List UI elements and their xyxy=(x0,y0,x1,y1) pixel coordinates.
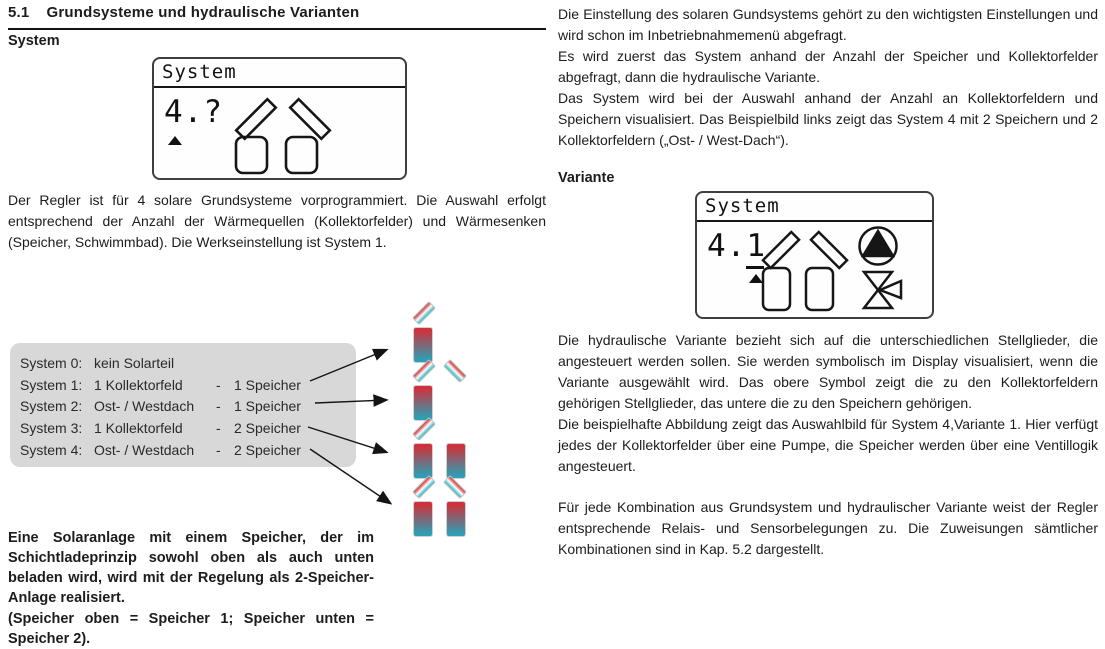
sink-cell: 1 Speicher xyxy=(234,376,301,393)
dash-cell: - xyxy=(216,442,221,459)
collectors-row xyxy=(412,417,492,441)
collectors-row xyxy=(412,359,492,383)
system-label: System 1: xyxy=(20,376,83,393)
source-cell: 1 Kollektorfeld xyxy=(94,376,183,393)
paragraph-kombination: Für jede Kombination aus Grundsystem und hydraulischer Variante weist der Regler entsprechende Relais- und Sensorbelegungen zu. Die Zuweisungen sämtlicher Kombinationen sind in Kap. 5.2 dargestellt. xyxy=(558,499,1098,557)
storage-tank-icon xyxy=(413,327,433,363)
collector-icon xyxy=(443,359,467,383)
source-cell: 1 Kollektorfeld xyxy=(94,420,183,437)
lcd-body xyxy=(697,222,932,317)
dash-cell: - xyxy=(216,398,221,415)
lcd-display-variante-selection xyxy=(695,191,934,319)
paragraph-zuerst-system: Es wird zuerst das System anhand der Anzahl der Speicher und Kollektorfelder abgefragt, dann die hydraulische Variante. xyxy=(558,48,1098,85)
collector-icon xyxy=(236,99,276,139)
paragraph-regler: Der Regler ist für 4 solare Grundsysteme vorprogrammiert. Die Auswahl erfolgt entsprechend der Anzahl der Wärmequellen (Kollektorfelder) und Wärmesenken (Speicher, Schwimmbad). Die Werkseinstellung ist System 1. xyxy=(8,192,546,250)
tanks-row xyxy=(413,327,492,363)
collector-icon xyxy=(290,99,330,139)
dash-cell: - xyxy=(216,376,221,393)
storage-tank-icon xyxy=(236,137,267,173)
lcd-title: System xyxy=(697,193,932,222)
sink-cell: 2 Speicher xyxy=(234,420,301,437)
arrow-system2 xyxy=(315,400,386,403)
variante-pictogram xyxy=(745,224,931,314)
pump-icon xyxy=(860,228,897,265)
tanks-row xyxy=(413,443,492,479)
sink-cell: 1 Speicher xyxy=(234,398,301,415)
system-overview-diagram xyxy=(8,290,553,549)
lcd-title: System xyxy=(154,59,405,88)
tanks-row xyxy=(413,385,492,421)
system-label: System 4: xyxy=(20,442,83,459)
source-cell: Ost- / Westdach xyxy=(94,442,195,459)
sink-cell: 2 Speicher xyxy=(234,442,301,459)
collector-panel xyxy=(443,359,467,383)
system-label: System 2: xyxy=(20,398,83,415)
note-bold-text-1: Eine Solaranlage mit einem Speicher, der im Schichtladeprinzip sowohl oben als auch unten beladen wird, wird mit der Regelung als 2-Speicher-Anlage realisiert. xyxy=(8,530,374,606)
icon-group-system3 xyxy=(412,417,492,479)
storage-tank-icon xyxy=(806,268,833,310)
storage-tank-icon xyxy=(446,443,466,479)
storage-tank-icon xyxy=(413,443,433,479)
arrow-system3 xyxy=(308,427,386,452)
note-bold-text-2: (Speicher oben = Speicher 1; Speicher unten = Speicher 2). xyxy=(8,611,374,647)
storage-tank-icon xyxy=(446,501,466,537)
lcd-system-value: 4.1 xyxy=(707,228,766,264)
collector-panel xyxy=(412,301,436,325)
valve-icon xyxy=(864,272,901,308)
system-label: System 3: xyxy=(20,420,83,437)
collector-icon xyxy=(763,232,799,268)
storage-tank-icon xyxy=(413,501,433,537)
collector-icon xyxy=(811,232,847,268)
section-title: Grundsysteme und hydraulische Varianten xyxy=(46,4,360,21)
collector-icon xyxy=(443,475,467,499)
note-bold xyxy=(8,528,374,649)
paragraph-beispielhafte-abbildung: Die beispielhafte Abbildung zeigt das Auswahlbild für System 4,Variante 1. Hier verfügt jedes der Kollektorfelder über eine Pumpe, die Speicher werden über eine Ventillogik angesteuert. xyxy=(558,416,1098,474)
paragraph-hydraulische-variante: Die hydraulische Variante bezieht sich auf die unterschiedlichen Stellglieder, die angesteuert werden sollen. Sie werden symbolisch im Display visualisiert, wenn die Variante ausgewählt wird. Das obere Symbol zeigt die zu den Kollektorfeldern gehörigen Stellglieder, das untere die zu den Speichern gehörigen. xyxy=(558,332,1098,411)
arrow-system1 xyxy=(310,350,386,381)
source-cell: Ost- / Westdach xyxy=(94,398,195,415)
collector-icon xyxy=(412,301,436,325)
collector-panel xyxy=(412,359,436,383)
variante-label: Variante xyxy=(558,170,615,186)
collector-icon xyxy=(412,417,436,441)
icon-group-system1 xyxy=(412,301,492,363)
lcd-system-value: 4.? xyxy=(164,94,223,130)
storage-tank-icon xyxy=(286,137,317,173)
system-label: System xyxy=(8,33,60,49)
cursor-triangle-icon xyxy=(168,136,182,145)
collector-panel xyxy=(412,417,436,441)
lcd-display-system-selection xyxy=(152,57,407,180)
collector-icon xyxy=(412,475,436,499)
lcd-body xyxy=(154,88,405,178)
tanks-row xyxy=(413,501,492,537)
collector-panel xyxy=(412,475,436,499)
collectors-row xyxy=(412,301,492,325)
collector-icon xyxy=(412,359,436,383)
collectors-row xyxy=(412,475,492,499)
paragraph-einstellung: Die Einstellung des solaren Gundsystems gehört zu den wichtigsten Einstellungen und wird schon im Inbetriebnahmemenü abgefragt. xyxy=(558,6,1098,43)
icon-group-system4 xyxy=(412,475,492,537)
paragraph-visualisierung: Das System wird bei der Auswahl anhand der Anzahl an Kollektorfeldern und Speichern visualisiert. Das Beispielbild links zeigt das System 4 mit 2 Speichern und 2 Kollektorfeldern („Ost- / West-Dach“). xyxy=(558,90,1098,148)
dash-cell: - xyxy=(216,420,221,437)
system-label: System 0: xyxy=(20,354,83,371)
section-number: 5.1 xyxy=(8,4,30,21)
arrow-system4 xyxy=(310,449,390,503)
source-cell: kein Solarteil xyxy=(94,354,175,371)
storage-tank-icon xyxy=(763,268,790,310)
collector-panel xyxy=(443,475,467,499)
storage-tank-icon xyxy=(413,385,433,421)
system-pictogram xyxy=(210,90,400,176)
icon-group-system2 xyxy=(412,359,492,421)
section-heading xyxy=(8,4,546,30)
